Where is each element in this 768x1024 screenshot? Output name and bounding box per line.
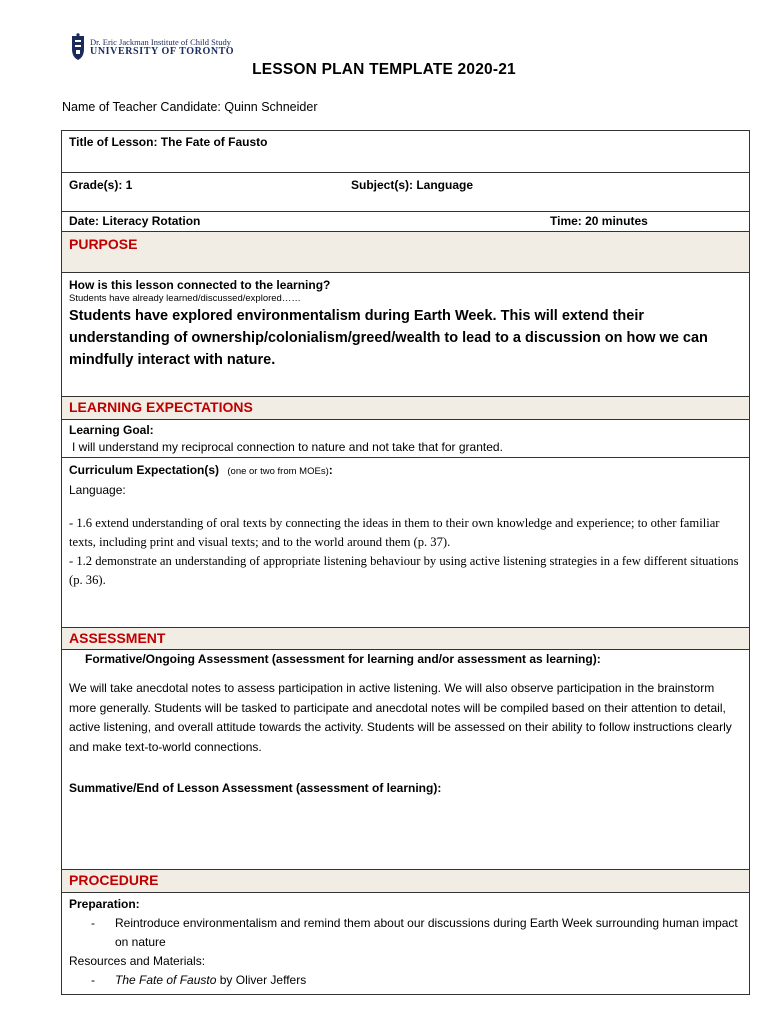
expectation-1: - 1.6 extend understanding of oral texts by connecting the ideas in them to their own knowledge and experience; to other familiar texts, including print and visual texts; and to the world around them (p. 37). xyxy=(69,516,720,549)
bullet-dash: - xyxy=(91,973,95,987)
curriculum-hint: (one or two from MOEs) xyxy=(227,466,329,477)
teacher-name: Name of Teacher Candidate: Quinn Schneider xyxy=(62,100,318,114)
learning-goal-label: Learning Goal: xyxy=(69,423,154,437)
assessment-row xyxy=(62,649,749,869)
purpose-question: How is this lesson connected to the learning? xyxy=(69,278,331,292)
learning-goal-row xyxy=(62,419,749,457)
time-field: Time: 20 minutes xyxy=(550,214,648,228)
formative-label: Formative/Ongoing Assessment (assessment for learning and/or assessment as learning): xyxy=(85,652,601,666)
purpose-row xyxy=(62,272,749,396)
curriculum-colon: : xyxy=(328,463,333,477)
grade-field: Grade(s): 1 xyxy=(69,178,133,192)
crest-icon xyxy=(70,33,86,61)
formative-text: We will take anecdotal notes to assess participation in active listening. We will also observe participation in the brainstorm more generally. Students will be tasked to participate and anecdotal notes will be compiled based on their attention to detail, active listening, and overall attitude towards the activity. Students will be assessed on their ability to follow instructions clearly and make text-to-world connections. xyxy=(69,681,732,754)
curriculum-row xyxy=(62,457,749,627)
summative-label: Summative/End of Lesson Assessment (assessment of learning): xyxy=(69,781,442,795)
date-field: Date: Literacy Rotation xyxy=(69,214,201,228)
preparation-item xyxy=(69,914,742,952)
resource-item xyxy=(69,971,742,990)
purpose-hint: Students have already learned/discussed/explored…… xyxy=(69,293,301,304)
purpose-answer: Students have explored environmentalism during Earth Week. This will extend their understanding of ownership/colonialism/greed/wealth to lead to a discussion on how we can mindfully interact with nature. xyxy=(69,308,708,368)
preparation-text: Reintroduce environmentalism and remind them about our discussions during Earth Week surrounding human impact on nature xyxy=(115,916,738,949)
document-title: LESSON PLAN TEMPLATE 2020-21 xyxy=(252,61,516,78)
learning-goal: I will understand my reciprocal connection to nature and not take that for granted. xyxy=(72,440,503,454)
resources-label: Resources and Materials: xyxy=(69,954,206,968)
curriculum-label: Curriculum Expectation(s) xyxy=(69,463,220,477)
expectation-2: - 1.2 demonstrate an understanding of appropriate listening behaviour by using active listening strategies in a few different situations (p. 36). xyxy=(69,554,739,587)
learning-heading: LEARNING EXPECTATIONS xyxy=(69,399,253,415)
lesson-title-row xyxy=(62,131,749,172)
date-time-row xyxy=(62,211,749,231)
assessment-header xyxy=(62,627,749,649)
institute-name: Dr. Eric Jackman Institute of Child Study xyxy=(90,37,231,47)
learning-header xyxy=(62,396,749,419)
university-logo xyxy=(70,33,234,61)
procedure-header xyxy=(62,869,749,892)
preparation-label: Preparation: xyxy=(69,897,140,911)
procedure-row xyxy=(62,892,749,994)
book-author: by Oliver Jeffers xyxy=(216,973,307,987)
bullet-dash: - xyxy=(91,916,95,930)
subject-field: Subject(s): Language xyxy=(351,178,474,192)
curriculum-subject: Language: xyxy=(69,483,126,497)
purpose-heading: PURPOSE xyxy=(69,236,138,252)
grade-subject-row xyxy=(62,172,749,211)
procedure-heading: PROCEDURE xyxy=(69,872,159,888)
lesson-plan-table xyxy=(61,130,750,995)
book-title: The Fate of Fausto xyxy=(115,973,217,987)
lesson-title: Title of Lesson: The Fate of Fausto xyxy=(69,135,268,149)
purpose-header xyxy=(62,231,749,272)
university-name: UNIVERSITY OF TORONTO xyxy=(90,46,235,57)
assessment-heading: ASSESSMENT xyxy=(69,630,166,646)
